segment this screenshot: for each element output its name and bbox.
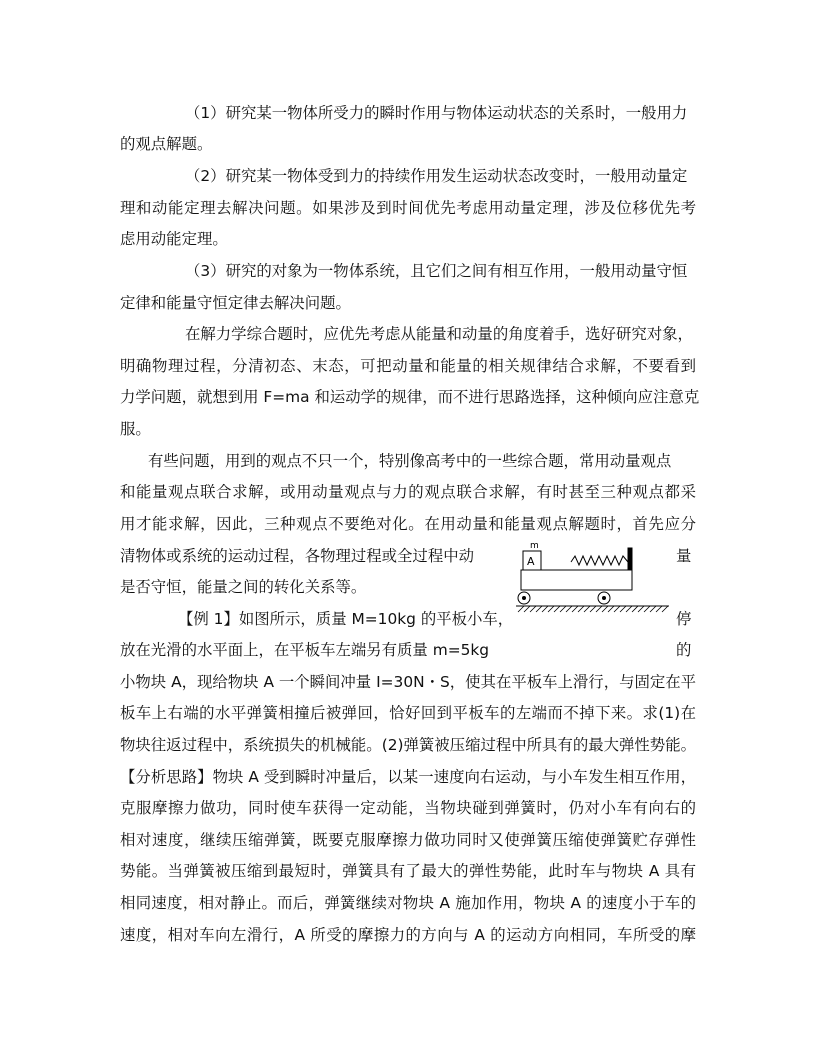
text-line: （2）研究某一物体受到力的持续作用发生运动状态改变时，一般用动量定 bbox=[185, 167, 688, 185]
text-line: （3）研究的对象为一物体系统，且它们之间有相互作用，一般用动量守恒 bbox=[185, 262, 688, 280]
text-line: 力学问题，就想到用 F=ma 和运动学的规律，而不进行思路选择，这种倾向应注意克 bbox=[120, 388, 700, 406]
cart-body bbox=[521, 570, 632, 590]
text-line: 相对速度，继续压缩弹簧，既要克服摩擦力做功同时又使弹簧压缩使弹簧贮存弹性 bbox=[120, 831, 696, 849]
text-line: 服。 bbox=[120, 420, 151, 438]
text-line: 的 bbox=[676, 641, 692, 659]
text-line: 虑用动能定理。 bbox=[120, 230, 228, 248]
text-line: 【分析思路】物块 A 受到瞬时冲量后，以某一速度向右运动，与小车发生相互作用， bbox=[120, 768, 696, 786]
cart-spring-diagram bbox=[516, 538, 674, 624]
text-line: 板车上右端的水平弹簧相撞后被弹回，恰好回到平板车的左端而不掉下来。求(1)在 bbox=[120, 704, 696, 722]
text-line: 在解力学综合题时，应优先考虑从能量和动量的角度着手，选好研究对象， bbox=[185, 325, 693, 343]
text-line: 【例 1】如图所示，质量 M=10kg 的平板小车， bbox=[178, 610, 514, 628]
text-line: 相同速度，相对静止。而后，弹簧继续对物块 A 施加作用，物块 A 的速度小于车的 bbox=[120, 894, 696, 912]
text-line: 有些问题，用到的观点不只一个，特别像高考中的一些综合题，常用动量观点 bbox=[148, 452, 672, 470]
text-line: 理和动能定理去解决问题。如果涉及到时间优先考虑用动量定理，涉及位移优先考 bbox=[120, 199, 696, 217]
text-line: 量 bbox=[676, 547, 692, 565]
text-line: 是否守恒，能量之间的转化关系等。 bbox=[120, 578, 367, 596]
spring bbox=[571, 556, 628, 565]
text-line: 定律和能量守恒定律去解决问题。 bbox=[120, 294, 351, 312]
cart-wall bbox=[628, 548, 632, 570]
text-line: 放在光滑的水平面上，在平板车左端另有质量 m=5kg bbox=[120, 641, 490, 659]
text-line: 小物块 A，现给物块 A 一个瞬间冲量 I=30N・S，使其在平板车上滑行，与固定在平 bbox=[120, 673, 697, 691]
text-line: 克服摩擦力做功，同时使车获得一定动能，当物块碰到弹簧时，仍对小车有向右的 bbox=[120, 799, 696, 817]
text-line: （1）研究某一物体所受力的瞬时作用与物体运动状态的关系时，一般用力 bbox=[185, 104, 688, 122]
text-line: 的观点解题。 bbox=[120, 135, 213, 153]
text-line: 速度，相对车向左滑行，A 所受的摩擦力的方向与 A 的运动方向相同，车所受的摩 bbox=[120, 926, 696, 944]
ground-hatching bbox=[518, 606, 668, 612]
text-line: 明确物理过程，分清初态、末态，可把动量和能量的相关规律结合求解，不要看到 bbox=[120, 357, 696, 375]
text-line: 物块往返过程中，系统损失的机械能。(2)弹簧被压缩过程中所具有的最大弹性势能。 bbox=[120, 736, 696, 754]
block-a-label: A bbox=[527, 555, 535, 568]
text-line: 停 bbox=[676, 610, 692, 628]
text-line: 用才能求解，因此，三种观点不要绝对化。在用动量和能量观点解题时，首先应分 bbox=[120, 515, 696, 533]
block-mass-label: m bbox=[530, 541, 539, 551]
text-line: 清物体或系统的运动过程，各物理过程或全过程中动 bbox=[120, 547, 474, 565]
text-line: 势能。当弹簧被压缩到最短时，弹簧具有了最大的弹性势能，此时车与物块 A 具有 bbox=[120, 862, 696, 880]
text-line: 和能量观点联合求解，或用动量观点与力的观点联合求解，有时甚至三种观点都采 bbox=[120, 483, 696, 501]
